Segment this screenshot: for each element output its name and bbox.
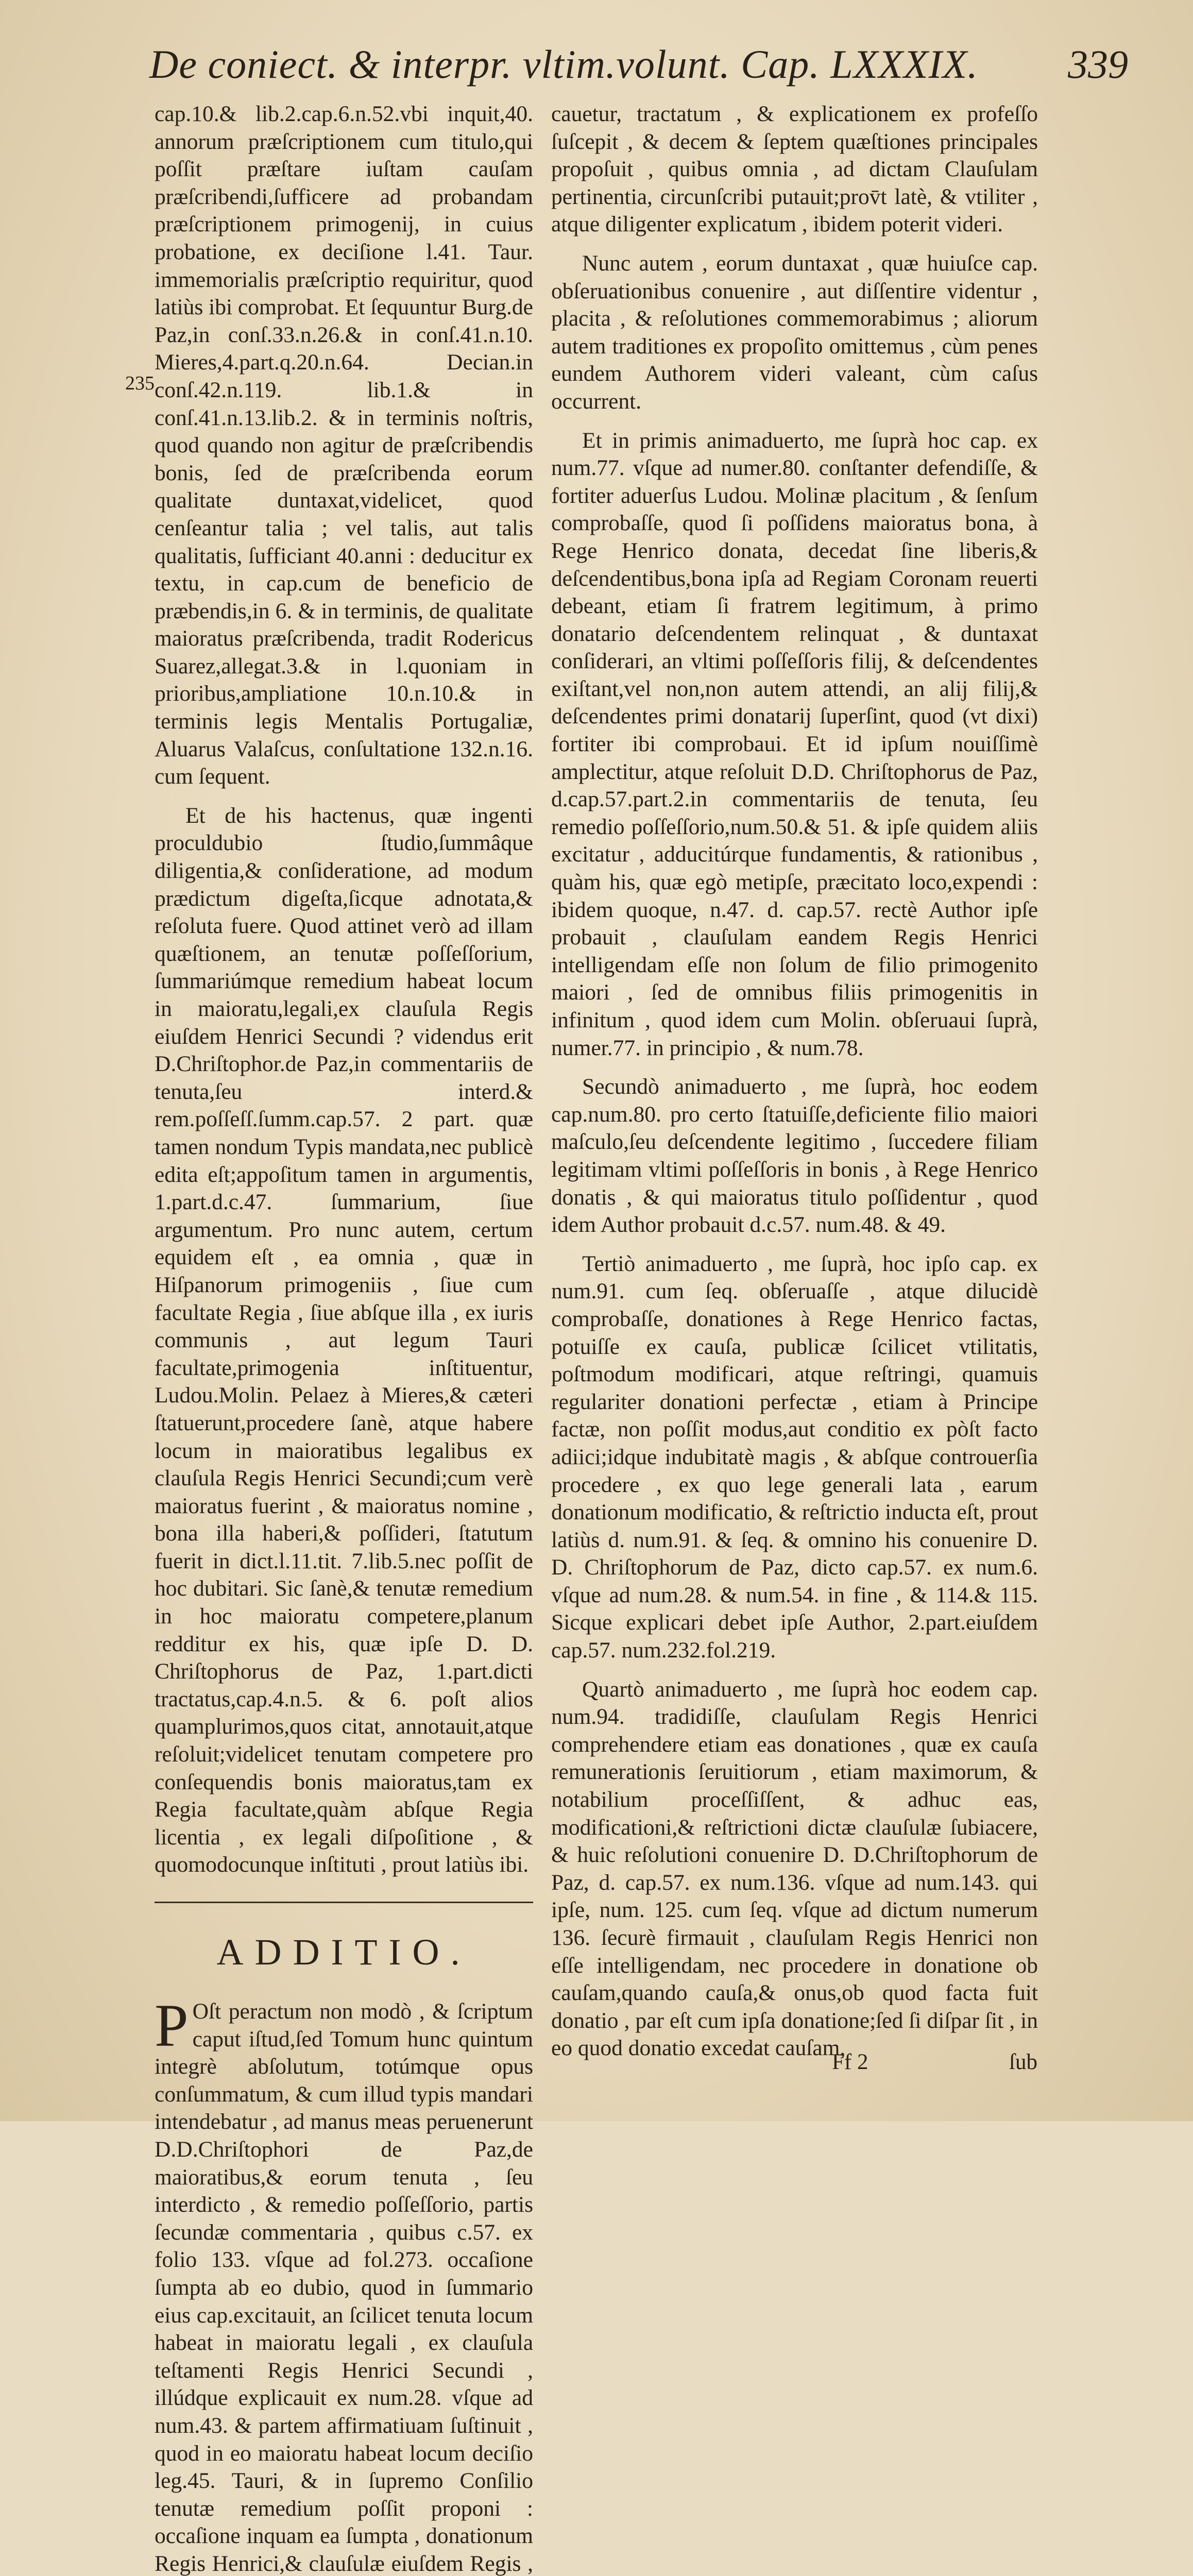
right-paragraph-3: Et in primis animaduerto, me ſuprà hoc cap. ex num.77. vſque ad numer.80. conſtanter defendiſſe, & fortiter aduerſus Ludou. Molinæ placitum , & ſenſum comprobaſſe, quod ſi poſſidens maioratus bona, à Rege Henrico donata, decedat ſine liberis,& deſcendentibus,bona ipſa ad Regiam Coronam reuerti debeant, etiam ſi fratrem legitimum, à primo donatario deſcendentem relinquat , & duntaxat conſiderari, an vltimi poſſeſſoris filij, & deſcendentes exiſtant,vel non,non autem attendi, an alij filij,& deſcendentes primi donatarij ſuperſint, quod (vt dixi) fortiter ibi comprobaui. Et id ipſum nouiſſimè amplectitur, atque reſoluit D.D. Chriſtophorus de Paz, d.cap.57.part.2.in commentariis de tenuta, ſeu remedio poſſeſſorio,num.50.& 51. & ipſe quidem aliis excitatur , adducitúrque fundamentis, & rationibus , quàm his, quæ egò metipſe, præcitato loco,expendi : ibidem quoque, n.47. d. cap.57. rectè Author ipſe probauit , clauſulam eandem Regis Henrici intelligendam eſſe non ſolum de filio primogenito maiori , ſed de omnibus filiis primogenitis in infinitum , quod idem cum Molin. obſeruaui ſuprà, numer.77. in principio , & num.78. bbox=[551, 428, 1038, 1060]
right-paragraph-6: Quartò animaduerto , me ſuprà hoc eodem cap. num.94. tradidiſſe, clauſulam Regis Henrici comprehendere etiam eas donationes , quæ ex cauſa remunerationis ſeruitiorum , etiam maximorum, & notabilium proceſſiſſent, & adhuc eas, modificationi,& reſtrictioni dictæ clauſulæ ſubiacere, & huic reſolutioni conuenire D. D.Chriſtophorum de Paz, d. cap.57. ex num.136. vſque ad num.143. qui ipſe, num. 125. cum ſeq. vſque ad dictum numerum 136. ſecurè firmauit , clauſulam Regis Henrici non eſſe intelligendam, nec procedere in donatione ob cauſam,quando cauſa,& onus,ob quod facta fuit donatio , par eſt cum ipſa donatione;ſed ſi diſpar ſit , in eo quod donatio excedat cauſam, bbox=[551, 1676, 1038, 2061]
margin-note: 235 bbox=[125, 372, 155, 394]
drop-capital: P bbox=[155, 1992, 189, 2059]
right-paragraph-1: cauetur, tractatum , & explicationem ex profeſſo ſuſcepit , & decem & ſeptem quæſtiones principales propoſuit , quibus omnia , ad dictam Clauſulam pertinentia, circunſcribi putauit;prov̄t latè, & vtiliter , atque diligenter explicatum , ibidem poterit videri. bbox=[551, 101, 1038, 237]
addition-heading: ADDITIO. bbox=[216, 1931, 471, 1973]
running-title: De coniect. & interpr. vltim.volunt. Cap. LXXXIX. bbox=[149, 42, 978, 87]
left-paragraph-1: cap.10.& lib.2.cap.6.n.52.vbi inquit,40. annorum præſcriptionem cum titulo,qui poſſit præſtare iuſtam cauſam præſcribendi,ſufficere ad probandam præſcriptionem primogenij, in cuius probatione, ex deciſione l.41. Taur. immemorialis præſcriptio requiritur, quod latiùs ibi comprobat. Et ſequuntur Burg.de Paz,in conſ.33.n.26.& in conſ.41.n.10. Mieres,4.part.q.20.n.64. Decian.in conſ.42.n.119. lib.1.& in conſ.41.n.13.lib.2. & in terminis noſtris, quod quando non agitur de præſcribendis bonis, ſed de præſcribenda eorum qualitate duntaxat,videlicet, quod cenſeantur talia ; vel talis, aut talis qualitatis, ſufficiant 40.anni : deducitur ex textu, in cap.cum de beneficio de præbendis,in 6. & in terminis, de qualitate maioratus præſcribenda, tradit Rodericus Suarez,allegat.3.& in l.quoniam in prioribus,ampliatione 10.n.10.& in terminis legis Mentalis Portugaliæ, Aluarus Valaſcus, conſultatione 132.n.16. cum ſequent. bbox=[155, 101, 533, 789]
right-paragraph-5: Tertiò animaduerto , me ſuprà, hoc ipſo cap. ex num.91. cum ſeq. obſeruaſſe , atque dilucidè comprobaſſe, donationes à Rege Henrico factas, potuiſſe ex cauſa, publicæ ſcilicet vtilitatis, poſtmodum modificari, atque reſtringi, quamuis regulariter donationi perfectæ , etiam à Principe factæ, non poſſit modus,aut conditio ex pòſt facto adiici;idque indubitatè magis , & abſque controuerſia procedere , ex quo lege generali lata , earum donationum modificatio, & reſtrictio inducta eſt, prout latiùs d. num.91. & ſeq. & omnino his conuenire D. D. Chriſtophorum de Paz, dicto cap.57. ex num.6. vſque ad num.28. & num.54. in fine , & 114.& 115. Sicque explicari debet ipſe Author, 2.part.eiuſdem cap.57. num.232.fol.219. bbox=[551, 1251, 1038, 1663]
signature-mark: Ff 2 bbox=[832, 2050, 868, 2074]
left-paragraph-3 bbox=[155, 1992, 533, 2576]
right-paragraph-4: Secundò animaduerto , me ſuprà, hoc eodem cap.num.80. pro certo ſtatuiſſe,deficiente filio maiori maſculo,ſeu deſcendente legitimo , ſuccedere filiam legitimam vltimi poſſeſſoris in bonis , à Rege Henrico donatis , & qui maioratus titulo poſſidentur , quod idem Author probauit d.c.57. num.48. & 49. bbox=[551, 1074, 1038, 1238]
page-header bbox=[149, 41, 1128, 98]
page-number: 339 bbox=[1068, 42, 1128, 87]
section-divider bbox=[155, 1902, 533, 1903]
left-column bbox=[155, 100, 533, 2576]
addition-text: Oſt peractum non modò , & ſcriptum caput iſtud,ſed Tomum hunc quintum integrè abſolutum, totúmque opus conſummatum, & cum illud typis mandari intendebatur , ad manus meas peruenerunt D.D.Chriſtophori de Paz,de maioratibus,& eorum tenuta , ſeu interdicto , & remedio poſſeſſorio, partis ſecundæ commentaria , quibus c.57. ex folio 133. vſque ad fol.273. occaſione ſumpta ab eo dubio, quod in ſummario eius cap.excitauit, an ſcilicet tenuta locum habeat in maioratu legali , ex clauſula teſtamenti Regis Henrici Secundi , illúdque explicauit ex num.28. vſque ad num.43. & partem affirmatiuam ſuſtinuit , quod in eo maioratu habeat locum deciſio leg.45. Tauri, & in ſupremo Conſilio tenutæ remedium poſſit proponi : occaſione inquam ea ſumpta , donationum Regis Henrici,& clauſulæ eiuſdem Regis , bbox=[155, 1999, 533, 2576]
right-paragraph-2: Nunc autem , eorum duntaxat , quæ huiuſce cap. obſeruationibus conuenire , aut diſſentire videntur , placita , & reſolutiones commemorabimus ; aliorum autem traditiones ex propoſito omittemus , cùm penes eundem Authorem videri valeant, cùm caſus occurrent. bbox=[551, 250, 1038, 414]
left-paragraph-2: Et de his hactenus, quæ ingenti proculdubio ſtudio,ſummâque diligentia,& conſideratione, ad modum prædictum digeſta,ſicque adnotata,& reſoluta fuere. Quod attinet verò ad illam quæſtionem, an tenutæ poſſeſſorium, ſummariúmque remedium habeat locum in maioratu,legali,ex clauſula Regis eiuſdem Henrici Secundi ? videndus erit D.Chriſtophor.de Paz,in commentariis de tenuta,ſeu interd.& rem.poſſeſſ.ſumm.cap.57. 2 part. quæ tamen nondum Typis mandata,nec publicè edita eſt;appoſitum tamen in argumentis, 1.part.d.c.47. ſummarium, ſiue argumentum. Pro nunc autem, certum equidem eſt , ea omnia , quæ in Hiſpanorum primogeniis , ſiue cum facultate Regia , ſiue abſque illa , ex iuris communis , aut legum Tauri facultate,primogenia inſtituentur, Ludou.Molin. Pelaez à Mieres,& cæteri ſtatuerunt,procedere ſanè, atque habere locum in maioratibus legalibus ex clauſula Regis Henrici Secundi;cum verè maioratus fuerint , & maioratus nomine , bona illa haberi,& poſſideri, ſtatutum fuerit in dict.l.11.tit. 7.lib.5.nec poſſit de hoc dubitari. Sic ſanè,& tenutæ remedium in hoc maioratu competere,planum redditur ex his, quæ ipſe D. D. Chriſtophorus de Paz, 1.part.dicti tractatus,cap.4.n.5. & 6. poſt alios quamplurimos,quos citat, annotauit,atque reſoluit;videlicet tenutam competere pro conſequendis bonis maioratus,tam ex Regia facultate,quàm abſque Regia licentia , ex legali diſpoſitione , & quomodocunque inſtituti , prout latiùs ibi. bbox=[155, 803, 533, 1877]
right-column bbox=[551, 100, 1038, 2062]
catchword: ſub bbox=[1009, 2050, 1037, 2074]
